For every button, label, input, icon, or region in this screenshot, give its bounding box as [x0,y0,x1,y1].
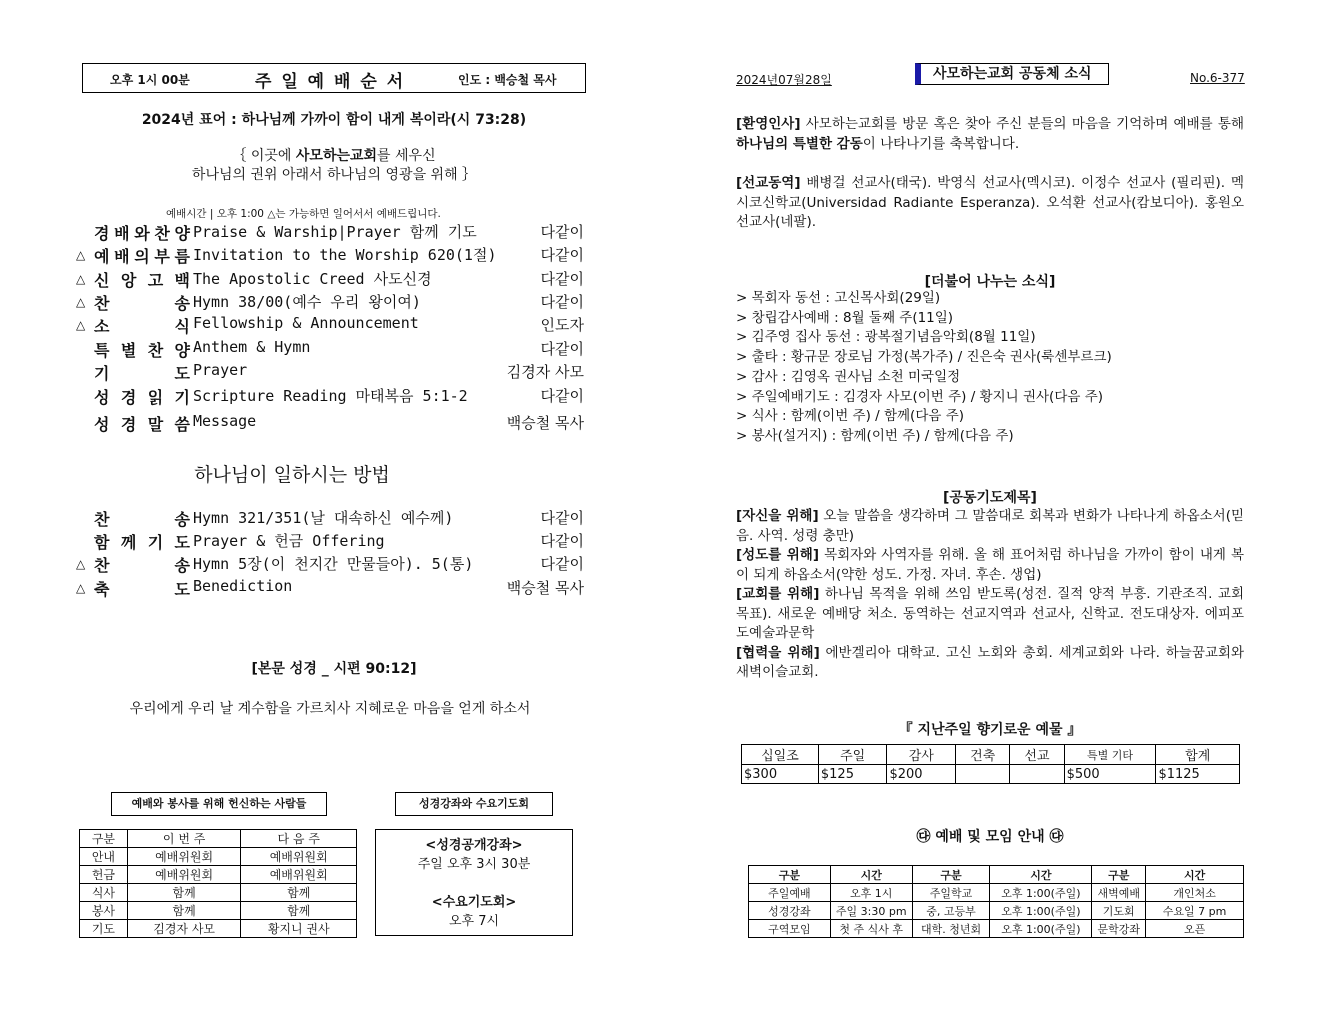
table-cell: 문학강좌 [1092,920,1146,938]
stand-marker: △ [76,581,86,595]
order-item-leader: 다같이 [540,223,584,241]
table-row [80,920,357,938]
order-item-detail: Invitation to the Worship 620(1절) [193,246,497,264]
order-item-name: 기 도 [94,364,190,383]
table-cell: 함께 [127,902,241,920]
table-header-row [80,830,357,848]
order-item-leader: 다같이 [540,532,584,550]
table-cell: $500 [1064,765,1156,784]
header-leader: 인도 : 백승철 목사 [458,73,557,87]
table-header-cell: 구분 [80,830,128,848]
prayer-text: 목회자와 사역자를 위해. 올 해 표어처럼 하나님을 가까이 함이 내게 복이 되게 하옵소서(약한 성도. 가정. 자녀. 후손. 생업) [736,547,1244,583]
order-row [76,244,588,266]
order-row [76,412,588,434]
table-header-cell: 구분 [1092,866,1146,884]
welcome-paragraph: [환영인사] 사모하는교회를 방문 혹은 찾아 주신 분들의 마음을 기억하며 예배를 통해 하나님의 특별한 감동이 나타나기를 축복합니다. [736,116,1244,152]
order-item-leader: 다같이 [540,555,584,573]
header-time: 오후 1시 00분 [110,73,190,87]
scripture-text: 우리에게 우리 날 계수함을 가르치사 지혜로운 마음을 얻게 하소서 [129,701,531,717]
table-header-cell: 주일 [818,745,887,765]
table-cell: $300 [742,765,819,784]
schedule-table [748,865,1244,938]
prayer-item [736,585,1244,644]
order-row [76,385,588,407]
stand-marker: △ [76,557,86,571]
prayer-label: [성도를 위해] [736,547,820,563]
table-row [749,920,1244,938]
table-cell [1010,765,1064,784]
table-cell: 오후 1시 [830,884,912,902]
order-item-detail: Hymn 38/00(예수 우리 왕이여) [193,293,421,311]
table-header-cell: 건축 [956,745,1010,765]
offering-table [741,744,1240,784]
order-item-detail: Anthem & Hymn [193,338,311,356]
sermon-title: 하나님이 일하시는 방법 [194,464,390,486]
table-cell: 예배위원회 [241,848,357,866]
stand-marker: △ [76,248,86,262]
order-row [76,338,588,360]
table-cell: 개인처소 [1146,884,1244,902]
table-cell: 주일학교 [912,884,990,902]
prayer-heading: [공동기도제목] [943,490,1037,506]
stand-marker: △ [76,272,86,286]
table-cell: 함께 [127,884,241,902]
worship-order-header [82,63,586,93]
table-cell: 함께 [241,902,357,920]
bulletin-date: 2024년07월28일 [736,73,832,87]
dedication-line-1: ｛ 이곳에 사모하는교회를 세우신 [232,148,436,164]
prayer-item [736,546,1244,585]
servants-table [79,829,357,938]
table-cell: 수요일 7 pm [1146,902,1244,920]
table-cell: 식사 [80,884,128,902]
stand-marker: △ [76,318,86,332]
prayer-text: 에반겔리아 대학교. 고신 노회와 총회. 세계교회와 나라. 하늘꿈교회와 새벽이슬교회. [736,644,1244,680]
table-cell [956,765,1010,784]
order-item-detail: Prayer & 헌금 Offering [193,532,385,550]
table-cell: 오후 1:00(주일) [990,884,1092,902]
order-item-detail: Fellowship & Announcement [193,314,419,332]
wednesday-prayer-title: <수요기도회> [431,895,517,910]
order-row [76,553,588,575]
order-row [76,291,588,313]
table-cell: 오픈 [1146,920,1244,938]
table-cell: $200 [887,765,956,784]
table-header-cell: 이 번 주 [127,830,241,848]
table-header-cell: 합계 [1156,745,1240,765]
table-header-row [749,866,1244,884]
prayer-item [736,644,1244,683]
table-cell: 기도 [80,920,128,938]
table-row [749,884,1244,902]
table-cell: 새벽예배 [1092,884,1146,902]
table-header-cell: 다 음 주 [241,830,357,848]
table-cell: 주일예배 [749,884,831,902]
order-item-name: 찬 송 [94,556,190,575]
prayer-item [736,507,1244,546]
dedication-line-2: 하나님의 권위 아래서 하나님의 영광을 위해 ｝ [191,167,477,183]
table-header-cell: 시간 [1146,866,1244,884]
news-item: > 식사 : 함께(이번 주) / 함께(다음 주) [736,408,965,425]
order-item-name: 찬 송 [94,510,190,529]
table-header-cell: 십일조 [742,745,819,765]
wednesday-prayer-time: 오후 7시 [448,914,500,929]
table-header-cell: 구분 [749,866,831,884]
order-item-name: 소 식 [94,317,190,336]
order-item-name: 특 별 찬 양 [94,341,190,360]
table-cell: 봉사 [80,902,128,920]
news-item: > 김주영 집사 동선 : 광복절기념음악회(8월 11일) [736,329,1036,346]
order-item-detail: Hymn 5장(이 천지간 만물들아). 5(통) [193,555,474,573]
order-item-name: 예 배 의 부 름 [94,247,190,266]
order-row [76,221,588,243]
table-header-cell: 특별 기타 [1064,745,1156,765]
community-news-title: 사모하는교회 공동체 소식 [915,63,1109,85]
order-item-leader: 백승철 목사 [506,414,584,432]
offering-heading: 『 지난주일 향기로운 예물 』 [898,722,1082,738]
order-item-leader: 다같이 [540,293,584,311]
order-item-leader: 다같이 [540,246,584,264]
table-cell: 첫 주 식사 후 [830,920,912,938]
order-row [76,530,588,552]
header-title: 주 일 예 배 순 서 [255,72,406,92]
table-cell: 기도회 [1092,902,1146,920]
table-cell: 오후 1:00(주일) [990,920,1092,938]
table-row [749,902,1244,920]
table-cell: 예배위원회 [241,866,357,884]
table-cell: $1125 [1156,765,1240,784]
table-row [80,848,357,866]
table-cell: 중, 고등부 [912,902,990,920]
order-item-leader: 다같이 [540,387,584,405]
order-item-name: 축 도 [94,580,190,599]
table-header-row [742,745,1240,765]
news-item: > 봉사(설거지) : 함께(이번 주) / 함께(다음 주) [736,427,1014,444]
table-row [80,902,357,920]
order-item-leader: 백승철 목사 [506,579,584,597]
table-row [80,884,357,902]
order-item-detail: Scripture Reading 마태복음 5:1-2 [193,387,468,405]
order-item-name: 성 경 읽 기 [94,388,190,407]
table-cell: 구역모임 [749,920,831,938]
order-item-name: 신 앙 고 백 [94,271,190,290]
table-header-cell: 선교 [1010,745,1064,765]
order-row [76,268,588,290]
servants-heading: 예배와 봉사를 위해 헌신하는 사람들 [111,792,327,816]
prayer-label: [자신을 위해] [736,508,819,524]
table-header-cell: 시간 [830,866,912,884]
table-cell: 김경자 사모 [127,920,241,938]
table-cell: 함께 [241,884,357,902]
order-item-leader: 인도자 [540,316,584,334]
order-item-detail: Praise & Warship|Prayer 함께 기도 [193,223,477,241]
order-item-leader: 김경자 사모 [506,363,584,381]
order-item-leader: 다같이 [540,509,584,527]
order-row [76,577,588,599]
bible-lecture-time: 주일 오후 3시 30분 [417,857,531,872]
order-item-name: 함 께 기 도 [94,533,190,552]
prayer-label: [교회를 위해] [736,586,820,602]
mission-paragraph: [선교동역] 배병걸 선교사(태국). 박영식 선교사(멕시코). 이정수 선교사 (필리핀). 멕시코신학교(Universidad Radiante Esperanza). 오석환 선교사(캄보디아). 홍원오 선교사(네팔). [736,175,1244,230]
table-cell: 예배위원회 [127,848,241,866]
table-cell: 대학. 청년회 [912,920,990,938]
table-row [80,866,357,884]
order-item-detail: Benediction [193,577,293,595]
news-item: > 창립감사예배 : 8월 둘째 주(11일) [736,309,954,326]
news-item: > 출타 : 황규문 장로님 가정(복가주) / 진은숙 권사(룩센부르크) [736,349,1112,366]
table-cell: 오후 1:00(주일) [990,902,1092,920]
order-item-detail: Hymn 321/351(날 대속하신 예수께) [193,509,454,527]
prayer-text: 오늘 말씀을 생각하며 그 말씀대로 회복과 변화가 나타나게 하옵소서(믿음. 사역. 성령 충만) [736,508,1245,544]
table-cell: 주일 3:30 pm [830,902,912,920]
scripture-heading: [본문 성경 _ 시편 90:12] [251,661,417,677]
order-row [76,314,588,336]
schedule-heading: ㉰ 예배 및 모임 안내 ㉰ [916,829,1064,845]
table-row [742,765,1240,784]
news-item: > 감사 : 김영옥 권사님 소천 미국일정 [736,368,961,385]
news-item: > 목회자 동선 : 고신목사회(29일) [736,290,941,306]
table-cell: $125 [818,765,887,784]
bible-study-heading: 성경강좌와 수요기도회 [395,792,553,816]
table-header-cell: 구분 [912,866,990,884]
bulletin-number: No.6-377 [1190,71,1245,85]
table-cell: 예배위원회 [127,866,241,884]
order-item-leader: 다같이 [540,340,584,358]
news-list [736,289,1112,447]
order-row [76,361,588,383]
prayer-text: 하나님 목적을 위해 쓰임 받도록(성전. 질적 양적 부흥. 기관조직. 교회 목표). 새로운 예배당 처소. 동역하는 선교지역과 선교사, 신학교. 전도대상자. 에피포도예술과문학 [736,586,1244,641]
table-header-cell: 감사 [887,745,956,765]
table-cell: 헌금 [80,866,128,884]
order-item-detail: Message [193,412,257,430]
stand-marker: △ [76,295,86,309]
worship-notice: 예배시간 | 오후 1:00 △는 가능하면 일어서서 예배드립니다. [166,208,441,220]
order-item-name: 성 경 말 씀 [94,415,190,434]
bible-lecture-title: <성경공개강좌> [425,838,523,853]
order-row [76,507,588,529]
news-heading: [더불어 나누는 소식] [924,274,1056,290]
order-item-detail: The Apostolic Creed 사도신경 [193,270,432,288]
prayer-list [736,507,1244,683]
table-header-cell: 시간 [990,866,1092,884]
bible-study-box [375,829,573,936]
year-motto: 2024년 표어 : 하나님께 가까이 함이 내게 복이라(시 73:28) [141,112,527,128]
prayer-label: [협력을 위해] [736,644,820,661]
table-cell: 성경강좌 [749,902,831,920]
order-item-name: 찬 송 [94,294,190,313]
table-cell: 황지니 권사 [241,920,357,938]
table-cell: 안내 [80,848,128,866]
order-item-name: 경 배 와 찬 양 [94,224,190,243]
order-item-leader: 다같이 [540,270,584,288]
order-item-detail: Prayer [193,361,248,379]
news-item: > 주일예배기도 : 김경자 사모(이번 주) / 황지니 권사(다음 주) [736,388,1103,405]
